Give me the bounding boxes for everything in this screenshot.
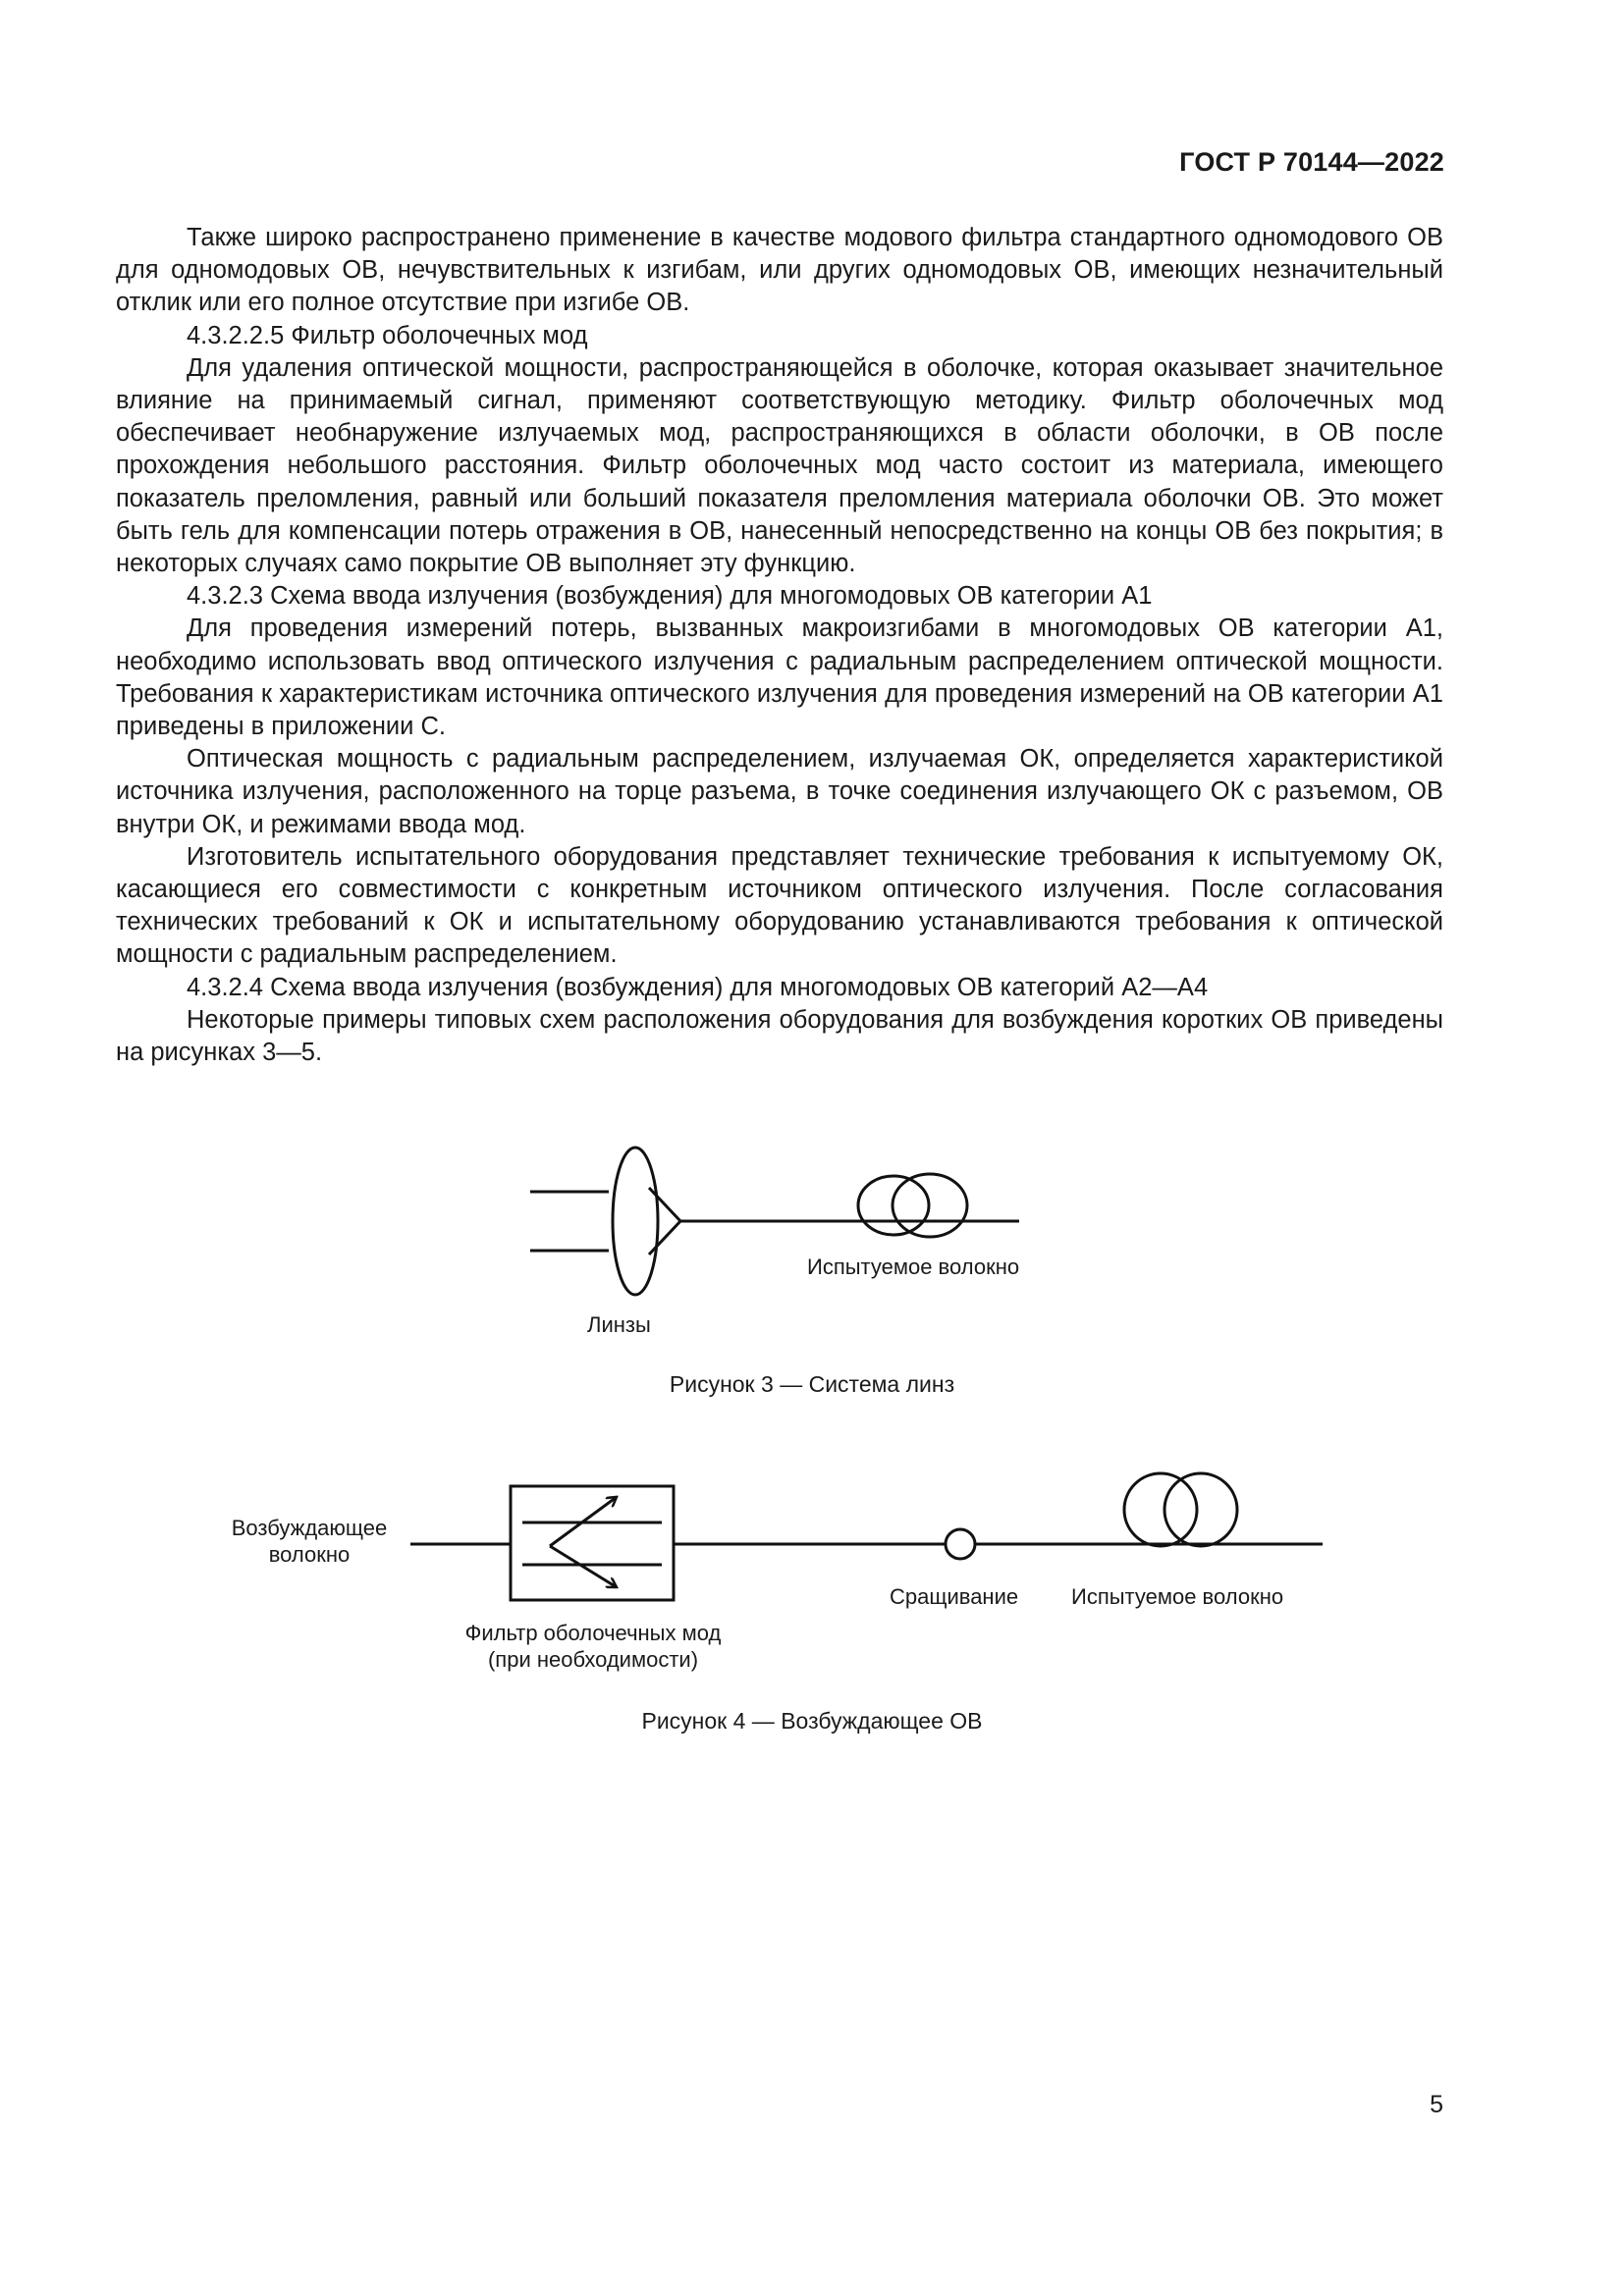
label-splice: Сращивание — [890, 1584, 1019, 1609]
cladding-mode-filter-box — [511, 1486, 674, 1600]
document-header: ГОСТ Р 70144—2022 — [1179, 147, 1444, 177]
paragraph-a1-measurement: Для проведения измерений потерь, вызванных макроизгибами в многомодовых ОВ категории А1, необходимо использовать ввод оптического излучения с радиальным распределением оптической мощности. Требования к характеристикам источника оптического излучения для проведения измерений на ОВ категории А1 приведены в приложении С. — [116, 614, 1443, 741]
figure-3-lens-system — [0, 1129, 1624, 1404]
focusing-cone — [649, 1188, 680, 1255]
paragraph-radial-power: Оптическая мощность с радиальным распределением, излучаемая ОК, определяется характеристикой источника излучения, расположенного на торце разъема, в точке соединения излучающего ОК с разъемом, ОВ внутри ОК, и режимами ввода мод. — [116, 745, 1443, 838]
label-launch-fiber-line1: Возбуждающее — [231, 1516, 388, 1540]
figure-4-caption: Рисунок 4 — Возбуждающее ОВ — [641, 1708, 983, 1734]
fiber-loop-left — [1124, 1473, 1197, 1546]
splice-circle — [946, 1529, 975, 1559]
body-text — [116, 222, 1443, 1069]
filter-arrow-down — [550, 1546, 617, 1587]
lens-shape — [613, 1148, 658, 1295]
label-launch-fiber-line2: волокно — [268, 1542, 351, 1567]
label-launch-fiber — [226, 1515, 393, 1568]
section-heading-4-3-2-2-5: 4.3.2.2.5 Фильтр оболочечных мод — [187, 321, 588, 349]
paragraph-mode-filter-singlemode: Также широко распространено применение в качестве модового фильтра стандартного одномодового ОВ для одномодовых ОВ, нечувствительных к изгибам, или других одномодовых ОВ, имеющих незначительный отклик или его полное отсутствие при изгибе ОВ. — [116, 224, 1443, 317]
label-cladding-mode-filter — [446, 1620, 740, 1673]
label-test-fiber: Испытуемое волокно — [807, 1255, 1020, 1279]
figure-3-caption: Рисунок 3 — Система линз — [669, 1371, 955, 1397]
section-heading-4-3-2-3: 4.3.2.3 Схема ввода излучения (возбуждения) для многомодовых ОВ категории А1 — [187, 582, 1153, 611]
fiber-loop-right — [1164, 1473, 1237, 1546]
label-filter-line1: Фильтр оболочечных мод — [464, 1621, 722, 1645]
figure-4-diagram — [0, 1438, 1624, 1752]
section-heading-4-3-2-4: 4.3.2.4 Схема ввода излучения (возбуждения) для многомодовых ОВ категорий А2—А4 — [187, 973, 1209, 1001]
label-filter-line2: (при необходимости) — [487, 1647, 699, 1672]
figure-4-launch-fiber — [0, 1438, 1624, 1752]
paragraph-equipment-manufacturer: Изготовитель испытательного оборудования представляет технические требования к испытуемому ОК, касающиеся его совместимости с конкретным источником оптического излучения. После согласования технических требований к ОК и испытательному оборудованию устанавливаются требования к оптической мощности с радиальным распределением. — [116, 842, 1443, 969]
paragraph-cladding-mode-filter: Для удаления оптической мощности, распространяющейся в оболочке, которая оказывает значительное влияние на принимаемый сигнал, применяют соответствующую методику. Фильтр оболочечных мод обеспечивает необнаружение излучаемых мод, распространяющихся в области оболочки, в ОВ после прохождения небольшого расстояния. Фильтр оболочечных мод часто состоит из материала, имеющего показатель преломления, равный или больший показателя преломления материала оболочки ОВ. Это может быть гель для компенсации потерь отражения в ОВ, нанесенный непосредственно на концы ОВ без покрытия; в некоторых случаях само покрытие ОВ выполняет эту функцию. — [116, 353, 1443, 578]
label-lens: Линзы — [587, 1312, 651, 1337]
page-number: 5 — [1430, 2091, 1443, 2118]
paragraph-figure-reference: Некоторые примеры типовых схем расположения оборудования для возбуждения коротких ОВ приведены на рисунках 3—5. — [116, 1005, 1443, 1067]
label-test-fiber: Испытуемое волокно — [1071, 1584, 1284, 1609]
